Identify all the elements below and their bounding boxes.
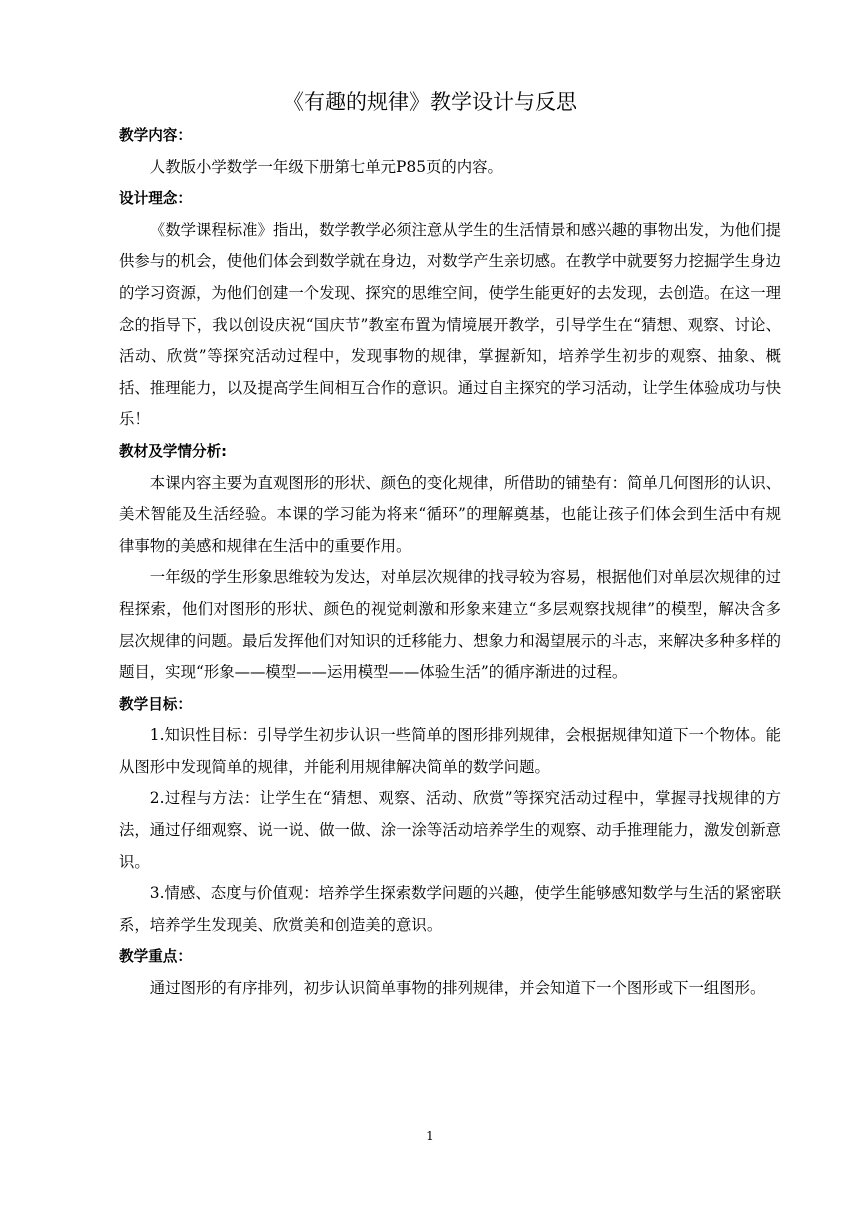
paragraph: 通过图形的有序排列，初步认识简单事物的排列规律，并会知道下一个图形或下一组图形。 [149, 979, 766, 998]
paragraph: 3.情感、态度与价值观：培养学生探索数学问题的兴趣，使学生能够感知数学与生活的紧密联系，培养学生发现美、欣赏美和创造美的意识。 [119, 884, 781, 934]
section-heading: 教学内容： [119, 127, 192, 144]
section-teaching-content [119, 120, 781, 183]
paragraph: 《数学课程标准》指出，数学教学必须注意从学生的生活情景和感兴趣的事物出发，为他们提供参与的机会，使他们体会到数学就在身边，对数学产生亲切感。在教学中就要努力挖掘学生身边的学习资源，为他们创建一个发现、探究的思维空间，使学生能更好的去发现，去创造。在这一理念的指导下，我以创设庆祝“国庆节”教室布置为情境展开教学，引导学生在“猜想、观察、讨论、活动、欣赏”等探究活动过程中，发现事物的规律，掌握新知，培养学生初步的观察、抽象、概括、推理能力，以及提高学生间相互合作的意识。通过自主探究的学习活动，让学生体验成功与快乐！ [119, 220, 781, 429]
page-number: 1 [426, 1129, 434, 1143]
paragraph: 人教版小学数学一年级下册第七单元P85页的内容。 [149, 157, 503, 176]
paragraph: 1.知识性目标：引导学生初步认识一些简单的图形排列规律，会根据规律知道下一个物体。能从图形中发现简单的规律，并能利用规律解决简单的数学问题。 [119, 726, 781, 776]
section-heading: 教学重点： [119, 948, 192, 966]
document-title: 《有趣的规律》教学设计与反思 [283, 90, 577, 114]
section-teaching-objectives [119, 689, 781, 942]
section-teaching-focus [119, 941, 781, 1004]
section-heading: 教材及学情分析: [119, 442, 227, 460]
paragraph: 本课内容主要为直观图形的形状、颜色的变化规律，所借助的铺垫有：简单几何图形的认识、美术智能及生活经验。本课的学习能为将来“循环”的理解奠基，也能让孩子们体会到生活中有规律事物的美感和规律在生活中的重要作用。 [119, 473, 781, 555]
section-heading: 教学目标： [119, 695, 192, 713]
paragraph: 2.过程与方法：让学生在“猜想、观察、活动、欣赏”等探究活动过程中，掌握寻找规律的方法，通过仔细观察、说一说、做一做、涂一涂等活动培养学生的观察、动手推理能力，激发创新意识。 [119, 789, 781, 871]
section-material-analysis [119, 436, 781, 689]
section-design-concept [119, 183, 781, 436]
paragraph: 一年级的学生形象思维较为发达，对单层次规律的找寻较为容易，根据他们对单层次规律的过程探索，他们对图形的形状、颜色的视觉刺激和形象来建立“多层观察找规律”的模型，解决含多层次规律的问题。最后发挥他们对知识的迁移能力、想象力和渴望展示的斗志，来解决多种多样的题目，实现“形象——模型——运用模型——体验生活”的循序渐进的过程。 [119, 568, 781, 682]
section-heading: 设计理念： [119, 190, 192, 208]
document-body [119, 120, 781, 1005]
